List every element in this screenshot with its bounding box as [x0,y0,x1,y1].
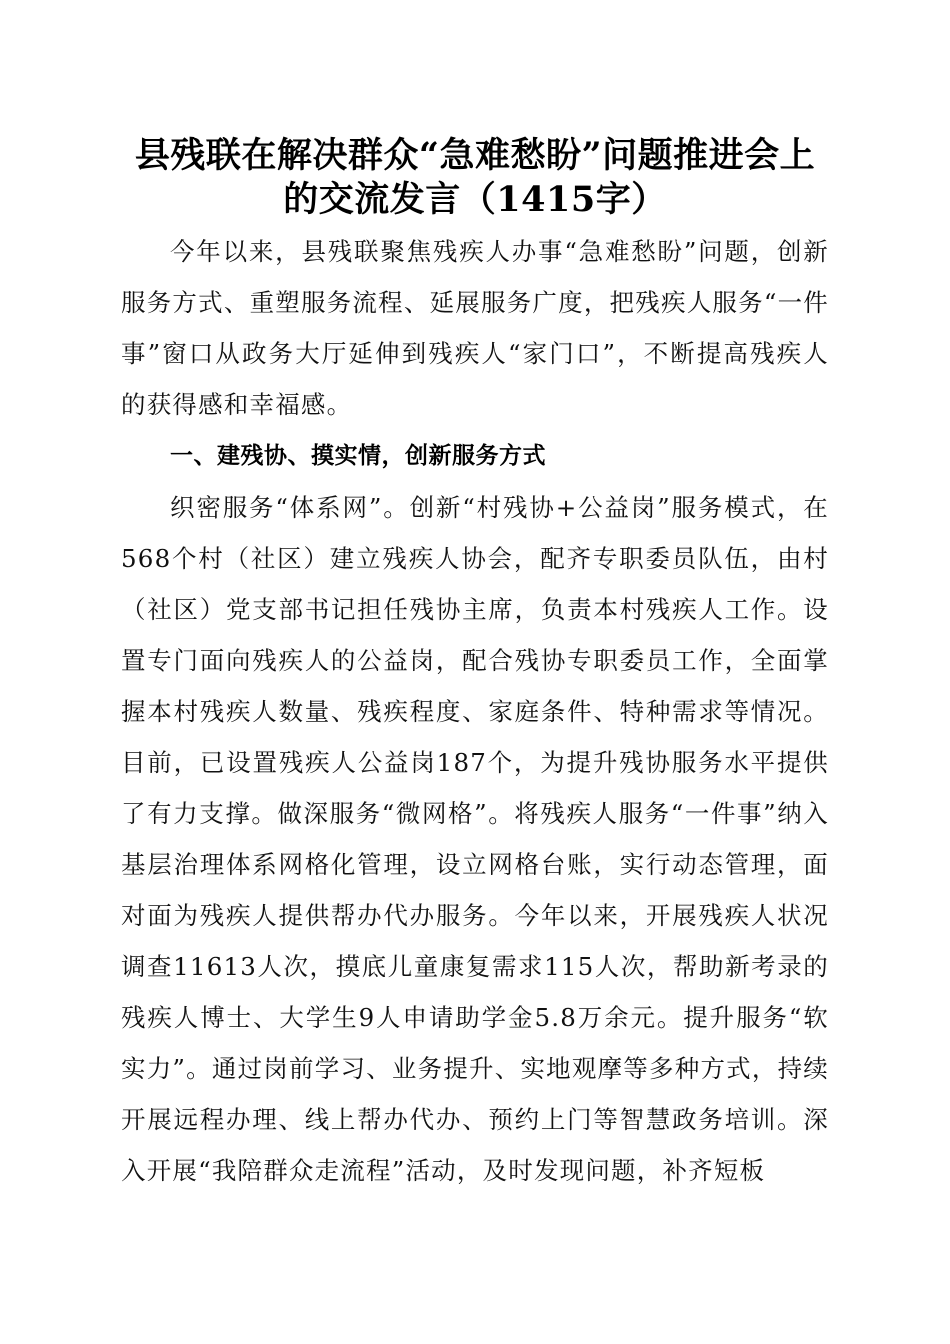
document-title [121,134,829,222]
title-line-1: 县残联在解决群众“急难愁盼”问题推进会上 [134,135,816,176]
intro-paragraph: 今年以来，县残联聚焦残疾人办事“急难愁盼”问题，创新服务方式、重塑服务流程、延展服务广度，把残疾人服务“一件事”窗口从政务大厅延伸到残疾人“家门口”，不断提高残疾人的获得感和幸福感。 [121,237,829,419]
document-body [121,226,829,1196]
title-line-2: 的交流发言（1415字） [283,179,667,220]
section-heading-1: 一、建残协、摸实情，创新服务方式 [170,443,546,469]
section-1-paragraph: 织密服务“体系网”。创新“村残协+公益岗”服务模式，在568个村（社区）建立残疾人协会，配齐专职委员队伍，由村（社区）党支部书记担任残协主席，负责本村残疾人工作。设置专门面向残疾人的公益岗，配合残协专职委员工作，全面掌握本村残疾人数量、残疾程度、家庭条件、特种需求等情况。目前，已设置残疾人公益岗187个，为提升残协服务水平提供了有力支撑。做深服务“微网格”。将残疾人服务“一件事”纳入基层治理体系网格化管理，设立网格台账，实行动态管理，面对面为残疾人提供帮办代办服务。今年以来，开展残疾人状况调查11613人次，摸底儿童康复需求115人次，帮助新考录的残疾人博士、大学生9人申请助学金5.8万余元。提升服务“软实力”。通过岗前学习、业务提升、实地观摩等多种方式，持续开展远程办理、线上帮办代办、预约上门等智慧政务培训。深入开展“我陪群众走流程”活动，及时发现问题，补齐短板 [121,493,829,1185]
